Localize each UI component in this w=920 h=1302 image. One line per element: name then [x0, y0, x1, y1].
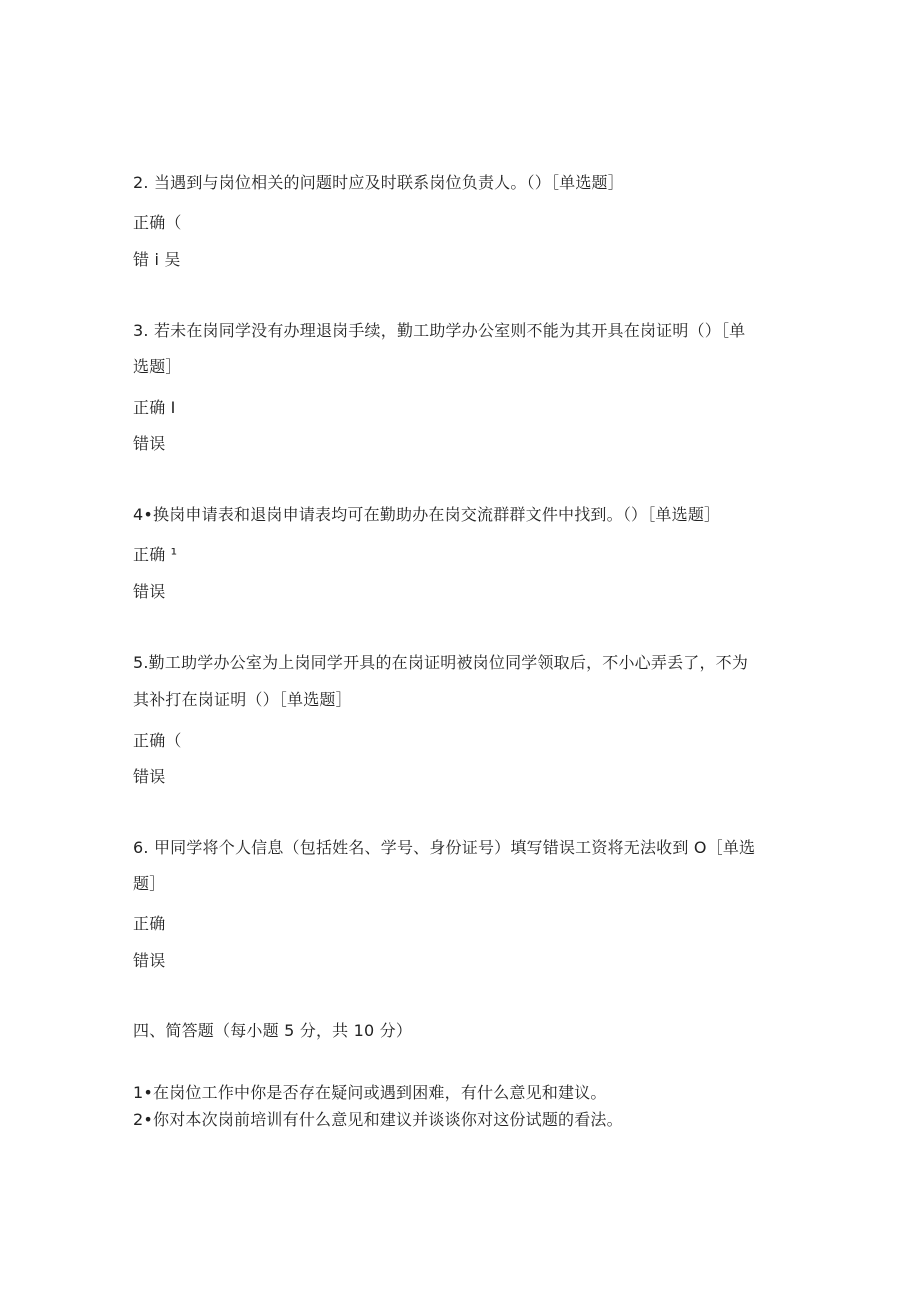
question-2-option-correct: 正确（: [133, 213, 182, 232]
short-answer-item-1: 1•在岗位工作中你是否存在疑问或遇到困难，有什么意见和建议。: [133, 1083, 607, 1102]
question-4-text: 4•换岗申请表和退岗申请表均可在勤助办在岗交流群群文件中找到。（）［单选题］: [133, 505, 721, 524]
question-4-option-correct: 正确 ¹: [133, 545, 178, 564]
question-5-text-line1: 5.勤工助学办公室为上岗同学开具的在岗证明被岗位同学领取后，不小心弄丢了，不为: [133, 653, 749, 672]
question-3-text-line2: 选题］: [133, 357, 182, 376]
question-3-option-correct: 正确 I: [133, 398, 176, 417]
question-2-option-wrong: 错 i 吴: [133, 250, 181, 269]
section-4-heading: 四、简答题（每小题 5 分，共 10 分）: [133, 1021, 413, 1040]
question-3-text-line1: 3. 若未在岗同学没有办理退岗手续，勤工助学办公室则不能为其开具在岗证明（）［单: [133, 321, 746, 340]
question-3-option-wrong: 错误: [133, 434, 166, 453]
question-2-text: 2. 当遇到与岗位相关的问题时应及时联系岗位负责人。（）［单选题］: [133, 173, 624, 192]
short-answer-item-2: 2•你对本次岗前培训有什么意见和建议并谈谈你对这份试题的看法。: [133, 1110, 623, 1129]
question-4-option-wrong: 错误: [133, 582, 166, 601]
question-5-text-line2: 其补打在岗证明（）［单选题］: [133, 690, 352, 709]
question-5-option-correct: 正确（: [133, 731, 182, 750]
question-6-text-line1: 6. 甲同学将个人信息（包括姓名、学号、身份证号）填写错误工资将无法收到 O［单选: [133, 838, 756, 857]
question-6-option-correct: 正确: [133, 914, 166, 933]
question-6-text-line2: 题］: [133, 874, 166, 893]
question-6-option-wrong: 错误: [133, 951, 166, 970]
question-5-option-wrong: 错误: [133, 767, 166, 786]
